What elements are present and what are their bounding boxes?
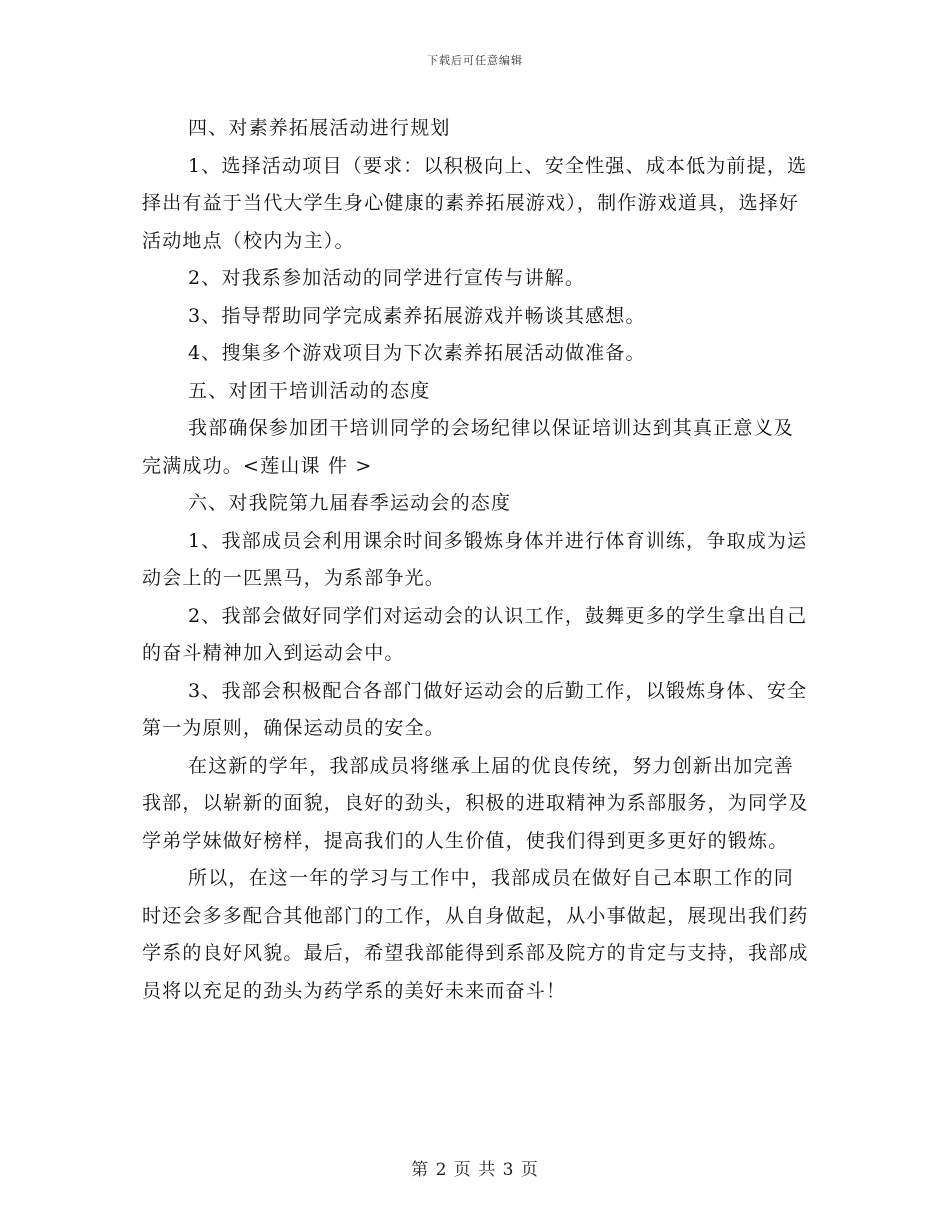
section-heading-4: 四、对素养拓展活动进行规划: [188, 117, 451, 139]
paragraph: 1、选择活动项目（要求：以积极向上、安全性强、成本低为前提，选择出有益于当代大学生身心健康的素养拓展游戏），制作游戏道具，选择好活动地点（校内为主）。: [142, 154, 808, 252]
page-number: 第 2 页 共 3 页: [411, 1160, 539, 1180]
paragraph: 3、指导帮助同学完成素养拓展游戏并畅谈其感想。: [188, 304, 646, 327]
section-heading-6: 六、对我院第九届春季运动会的态度: [188, 492, 512, 514]
paragraph: 2、我部会做好同学们对运动会的认识工作，鼓舞更多的学生拿出自己的奋斗精神加入到运动会中。: [142, 604, 808, 664]
page-header: 下载后可任意编辑: [427, 54, 523, 67]
paragraph: 我部确保参加团干培训同学的会场纪律以保证培训达到其真正意义及完满成功。<莲山课 件 >: [142, 417, 795, 477]
paragraph: 3、我部会积极配合各部门做好运动会的后勤工作，以锻炼身体、安全第一为原则，确保运动员的安全。: [142, 679, 808, 739]
paragraph: 所以，在这一年的学习与工作中，我部成员在做好自己本职工作的同时还会多多配合其他部门的工作，从自身做起，从小事做起，展现出我们药学系的良好风貌。最后，希望我部能得到系部及院方的肯定与支持，我部成员将以充足的劲头为药学系的美好未来而奋斗！: [142, 867, 809, 1002]
paragraph: 1、我部成员会利用课余时间多锻炼身体并进行体育训练，争取成为运动会上的一匹黑马，为系部争光。: [142, 529, 808, 589]
page-footer: [0, 1155, 950, 1180]
paragraph: 4、搜集多个游戏项目为下次素养拓展活动做准备。: [188, 342, 646, 364]
paragraph: 在这新的学年，我部成员将继承上届的优良传统，努力创新出加完善我部，以崭新的面貌，良好的劲头，积极的进取精神为系部服务，为同学及学弟学妹做好榜样，提高我们的人生价值，使我们得到更多更好的锻炼。: [142, 754, 809, 852]
section-heading-5: 五、对团干培训活动的态度: [188, 379, 431, 402]
paragraph: 2、对我系参加活动的同学进行宣传与讲解。: [188, 267, 586, 289]
document-body: [142, 110, 812, 1010]
